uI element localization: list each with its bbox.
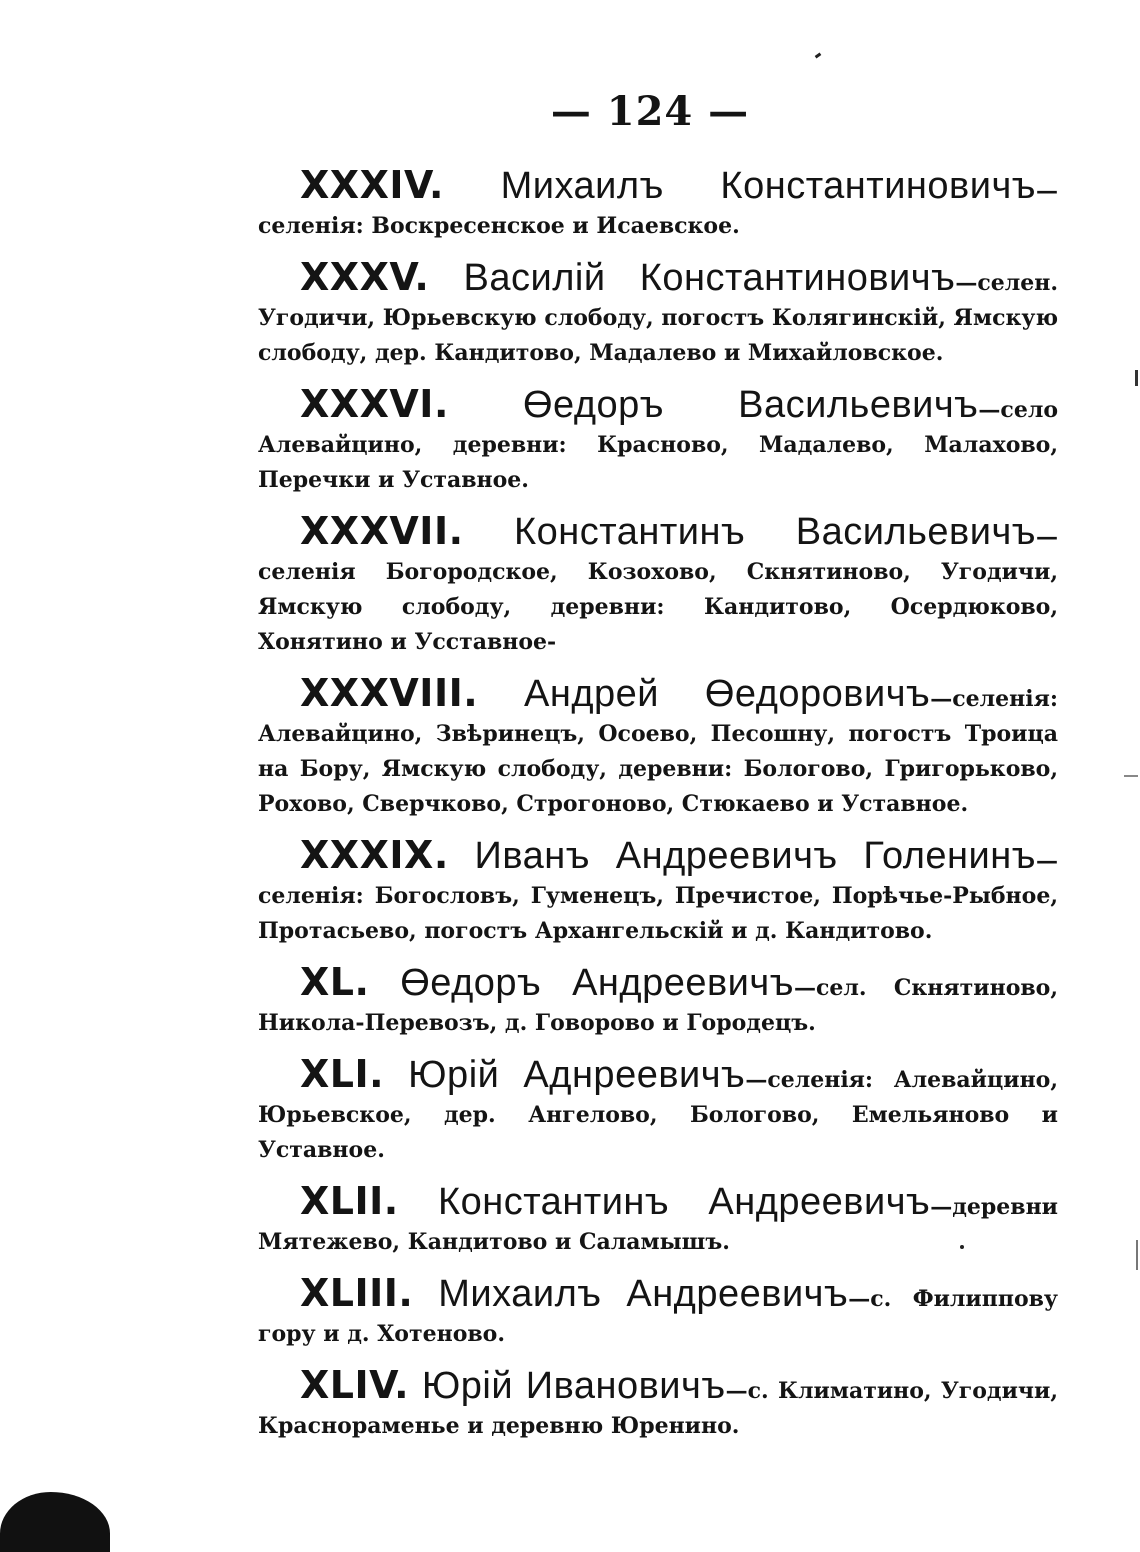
entry-body: —селенія: Богословъ, Гуменецъ, Пречистое, Порѣчье-Рыбное, Протасьево, погостъ Архангельскій и д. Кандитово.: [258, 848, 1058, 944]
entry-numeral: XXXVII.: [300, 509, 464, 553]
margin-mark: [1136, 1240, 1138, 1270]
entry-body: —сел. Скнятиново, Никола-Перевозъ, д. Говорово и Городецъ.: [258, 975, 1058, 1036]
entry-name: Константинъ Андреевичъ: [437, 1181, 931, 1223]
entry: [258, 671, 1059, 822]
entries-list: [258, 163, 1059, 1460]
entry: [258, 509, 1058, 660]
entry-heading: [300, 165, 1036, 207]
entry-numeral: XLIII.: [300, 1271, 414, 1315]
page-number: — 124 —: [550, 88, 750, 135]
entry-numeral: XL.: [300, 960, 370, 1004]
entry: [258, 1363, 1058, 1444]
margin-mark: [1124, 775, 1138, 777]
entry-name: Юрій Аднреевичъ: [408, 1054, 746, 1096]
entry-name: Константинъ Васильевичъ: [514, 511, 1036, 553]
entry-heading: [300, 257, 955, 299]
entry: [258, 255, 1058, 371]
margin-mark: [1135, 370, 1138, 386]
entry-numeral: XXXIX.: [300, 833, 449, 877]
entry: [258, 382, 1058, 498]
entry-heading: [300, 1054, 745, 1096]
corner-ink-blot: [0, 1492, 110, 1552]
entry-numeral: XXXVIII.: [300, 671, 479, 715]
entry-numeral: XXXIV.: [300, 163, 444, 207]
entry-numeral: XXXVI.: [300, 382, 449, 426]
entry-numeral: XLII.: [300, 1179, 399, 1223]
entry-heading: [300, 673, 930, 715]
print-speck: [815, 53, 822, 59]
entry-body: —село Алевайцино, деревни: Красново, Мадалево, Малахово, Перечки и Уставное.: [258, 397, 1058, 493]
entry-heading: [300, 1365, 726, 1407]
entry-body: —деревни Мятежево, Кандитово и Саламышъ.: [258, 1194, 1058, 1255]
entry-heading: [300, 511, 1036, 553]
entry-numeral: XLIV.: [300, 1363, 410, 1407]
entry-numeral: XLI.: [300, 1052, 385, 1096]
entry-name: Андрей Өедоровичъ: [524, 673, 931, 715]
entry-name: Иванъ Андреевичъ Голенинъ: [474, 835, 1036, 877]
entry-body: —с. Филиппову гору и д. Хотеново.: [258, 1286, 1059, 1347]
entry: [258, 833, 1058, 949]
entry-heading: [300, 835, 1036, 877]
entry-body: —селенія: Алевайцино, Звѣринецъ, Осоево, Песошну, погостъ Троица на Бору, Ямскую слободу, деревни: Бологово, Григорьково, Рохово, Сверчково, Строгоново, Стюкаево и Уставное.: [258, 686, 1059, 817]
entry-body: —селенія: Алевайцино, Юрьевское, дер. Ангелово, Бологово, Емельяново и Уставное.: [258, 1067, 1059, 1163]
entry-heading: [300, 1273, 848, 1315]
entry: [258, 1271, 1059, 1352]
entry-body: —с. Климатино, Угодичи, Краснораменье и деревню Юренино.: [258, 1378, 1058, 1439]
entry-heading: [300, 962, 794, 1004]
entry-numeral: XXXV.: [300, 255, 430, 299]
entry-body: —селенія Богородское, Козохово, Скнятиново, Угодичи, Ямскую слободу, деревни: Кандитово, Осердюково, Хонятино и Усставное-: [258, 524, 1058, 655]
entry: [258, 163, 1058, 244]
entry-name: Юрій Ивановичъ: [421, 1365, 726, 1407]
entry-heading: [300, 384, 978, 426]
entry-name: Өедоръ Андреевичъ: [400, 962, 794, 1004]
entry: [258, 1052, 1059, 1168]
entry: [258, 1179, 1058, 1260]
entry-body: —селен. Угодичи, Юрьевскую слободу, погостъ Колягинскій, Ямскую слободу, дер. Кандитово, Мадалево и Михайловское.: [258, 270, 1058, 366]
entry-name: Михаилъ Константиновичъ: [500, 165, 1036, 207]
entry-name: Василій Константиновичъ: [463, 257, 956, 299]
entry-name: Өедоръ Васильевичъ: [523, 384, 979, 426]
entry-heading: [300, 1181, 930, 1223]
entry-body: —селенія: Воскресенское и Исаевское.: [258, 178, 1058, 239]
entry-name: Михаилъ Андреевичъ: [438, 1273, 849, 1315]
entry: [258, 960, 1058, 1041]
